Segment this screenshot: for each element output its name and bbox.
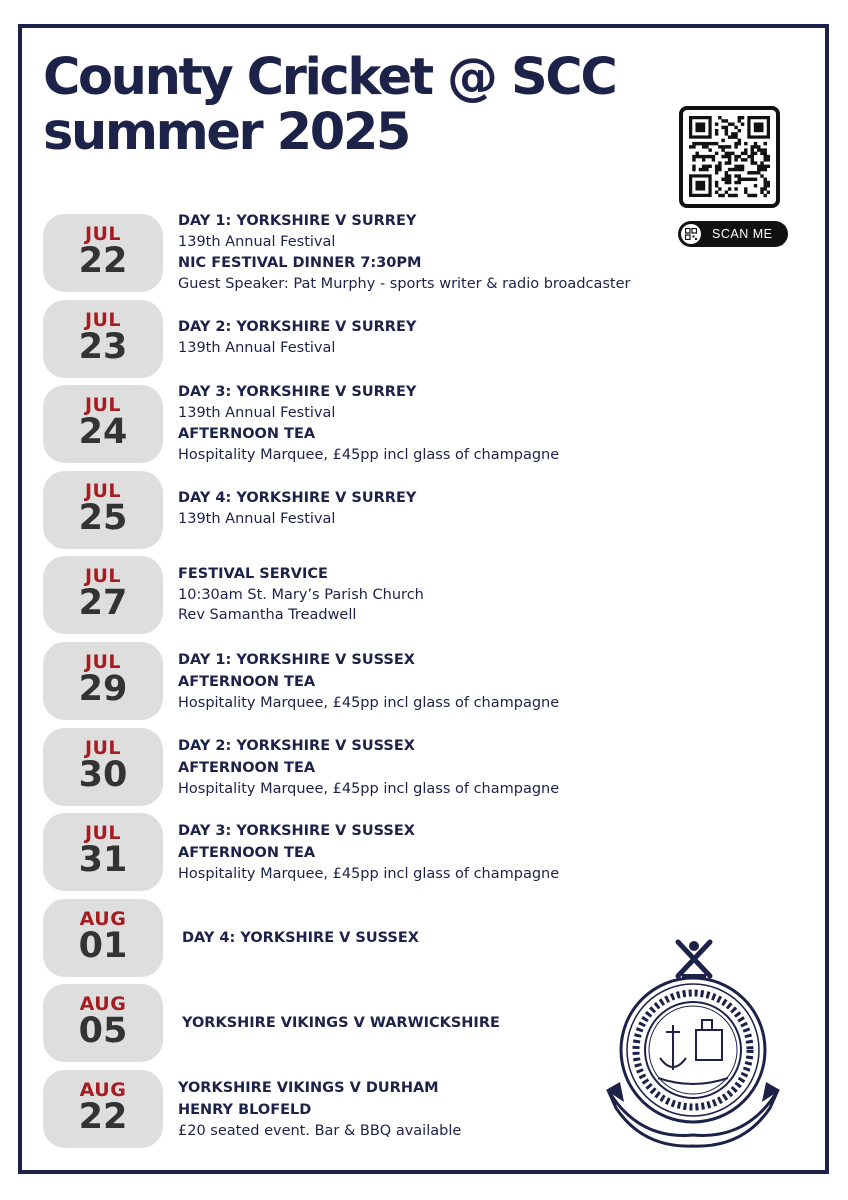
poster-title [43, 50, 615, 160]
date-badge [43, 300, 163, 378]
event-details [182, 1012, 662, 1034]
event-row [43, 642, 643, 720]
event-heading: DAY 4: YORKSHIRE V SURREY [178, 490, 417, 506]
scarborough-cricket-club-crest-icon [598, 930, 788, 1150]
event-description: Hospitality Marquee, £45pp incl glass of champagne [178, 447, 560, 463]
title-line-1: County Cricket @ SCC [43, 48, 616, 107]
date-month: JUL [84, 565, 122, 587]
event-description: Guest Speaker: Pat Murphy - sports writer & radio broadcaster [178, 276, 631, 292]
date-month: JUL [84, 223, 122, 245]
qr-code[interactable] [679, 106, 780, 208]
date-day: 30 [78, 755, 128, 795]
date-badge [43, 813, 163, 891]
scan-me-label: SCAN ME [712, 227, 773, 241]
event-description: 139th Annual Festival [178, 405, 336, 421]
event-heading: DAY 4: YORKSHIRE V SUSSEX [182, 930, 419, 946]
event-heading: AFTERNOON TEA [178, 674, 316, 690]
event-heading: AFTERNOON TEA [178, 760, 316, 776]
event-heading: HENRY BLOFELD [178, 1102, 312, 1118]
date-day: 01 [78, 926, 128, 966]
date-month: AUG [79, 908, 127, 930]
event-details [178, 735, 658, 799]
event-row [43, 1070, 643, 1148]
event-description: Hospitality Marquee, £45pp incl glass of champagne [178, 866, 560, 882]
date-day: 22 [78, 1097, 128, 1137]
date-day: 29 [78, 669, 128, 709]
date-month: JUL [84, 737, 122, 759]
date-month: JUL [84, 480, 122, 502]
event-description: Hospitality Marquee, £45pp incl glass of champagne [178, 695, 560, 711]
date-day: 31 [78, 840, 128, 880]
scan-me-badge[interactable] [678, 221, 788, 247]
event-row [43, 556, 643, 634]
event-details [178, 210, 658, 294]
event-row [43, 471, 643, 549]
date-day: 27 [78, 583, 128, 623]
event-heading: DAY 1: YORKSHIRE V SUSSEX [178, 652, 415, 668]
date-badge [43, 385, 163, 463]
event-details [178, 1077, 658, 1141]
date-month: AUG [79, 993, 127, 1015]
event-heading: DAY 2: YORKSHIRE V SUSSEX [178, 738, 415, 754]
event-row [43, 813, 643, 891]
event-description: 10:30am St. Mary’s Parish Church [178, 587, 424, 603]
date-day: 22 [78, 241, 128, 281]
event-heading: NIC FESTIVAL DINNER 7:30PM [178, 255, 422, 271]
event-row [43, 214, 643, 292]
event-description: £20 seated event. Bar & BBQ available [178, 1123, 462, 1139]
event-heading: DAY 3: YORKSHIRE V SURREY [178, 384, 417, 400]
date-day: 23 [78, 327, 128, 367]
qr-scan-icon [681, 224, 701, 244]
event-details [178, 649, 658, 713]
event-details [178, 563, 658, 625]
event-description: Rev Samantha Treadwell [178, 607, 357, 623]
date-month: JUL [84, 651, 122, 673]
event-heading: DAY 1: YORKSHIRE V SURREY [178, 213, 417, 229]
event-description: Hospitality Marquee, £45pp incl glass of champagne [178, 781, 560, 797]
event-details [178, 820, 658, 884]
event-heading: DAY 2: YORKSHIRE V SURREY [178, 319, 417, 335]
date-badge [43, 642, 163, 720]
date-day: 05 [78, 1011, 128, 1051]
event-details [182, 927, 662, 949]
event-heading: YORKSHIRE VIKINGS V WARWICKSHIRE [182, 1015, 500, 1031]
date-badge [43, 984, 163, 1062]
event-details [178, 381, 658, 465]
event-heading: AFTERNOON TEA [178, 426, 316, 442]
event-heading: DAY 3: YORKSHIRE V SUSSEX [178, 823, 415, 839]
event-row [43, 899, 643, 977]
event-details [178, 316, 658, 358]
event-heading: AFTERNOON TEA [178, 845, 316, 861]
title-line-2: summer 2025 [43, 103, 409, 162]
date-month: JUL [84, 822, 122, 844]
event-row [43, 385, 643, 463]
event-description: 139th Annual Festival [178, 511, 336, 527]
date-badge [43, 728, 163, 806]
date-badge [43, 214, 163, 292]
date-month: JUL [84, 309, 122, 331]
event-row [43, 300, 643, 378]
date-day: 25 [78, 498, 128, 538]
event-description: 139th Annual Festival [178, 340, 336, 356]
event-row [43, 728, 643, 806]
date-badge [43, 1070, 163, 1148]
event-description: 139th Annual Festival [178, 234, 336, 250]
date-day: 24 [78, 412, 128, 452]
date-badge [43, 899, 163, 977]
qr-code-icon [689, 116, 770, 198]
date-month: JUL [84, 394, 122, 416]
date-badge [43, 556, 163, 634]
event-row [43, 984, 643, 1062]
event-heading: FESTIVAL SERVICE [178, 566, 328, 582]
date-month: AUG [79, 1079, 127, 1101]
event-details [178, 487, 658, 529]
event-heading: YORKSHIRE VIKINGS V DURHAM [178, 1080, 439, 1096]
date-badge [43, 471, 163, 549]
